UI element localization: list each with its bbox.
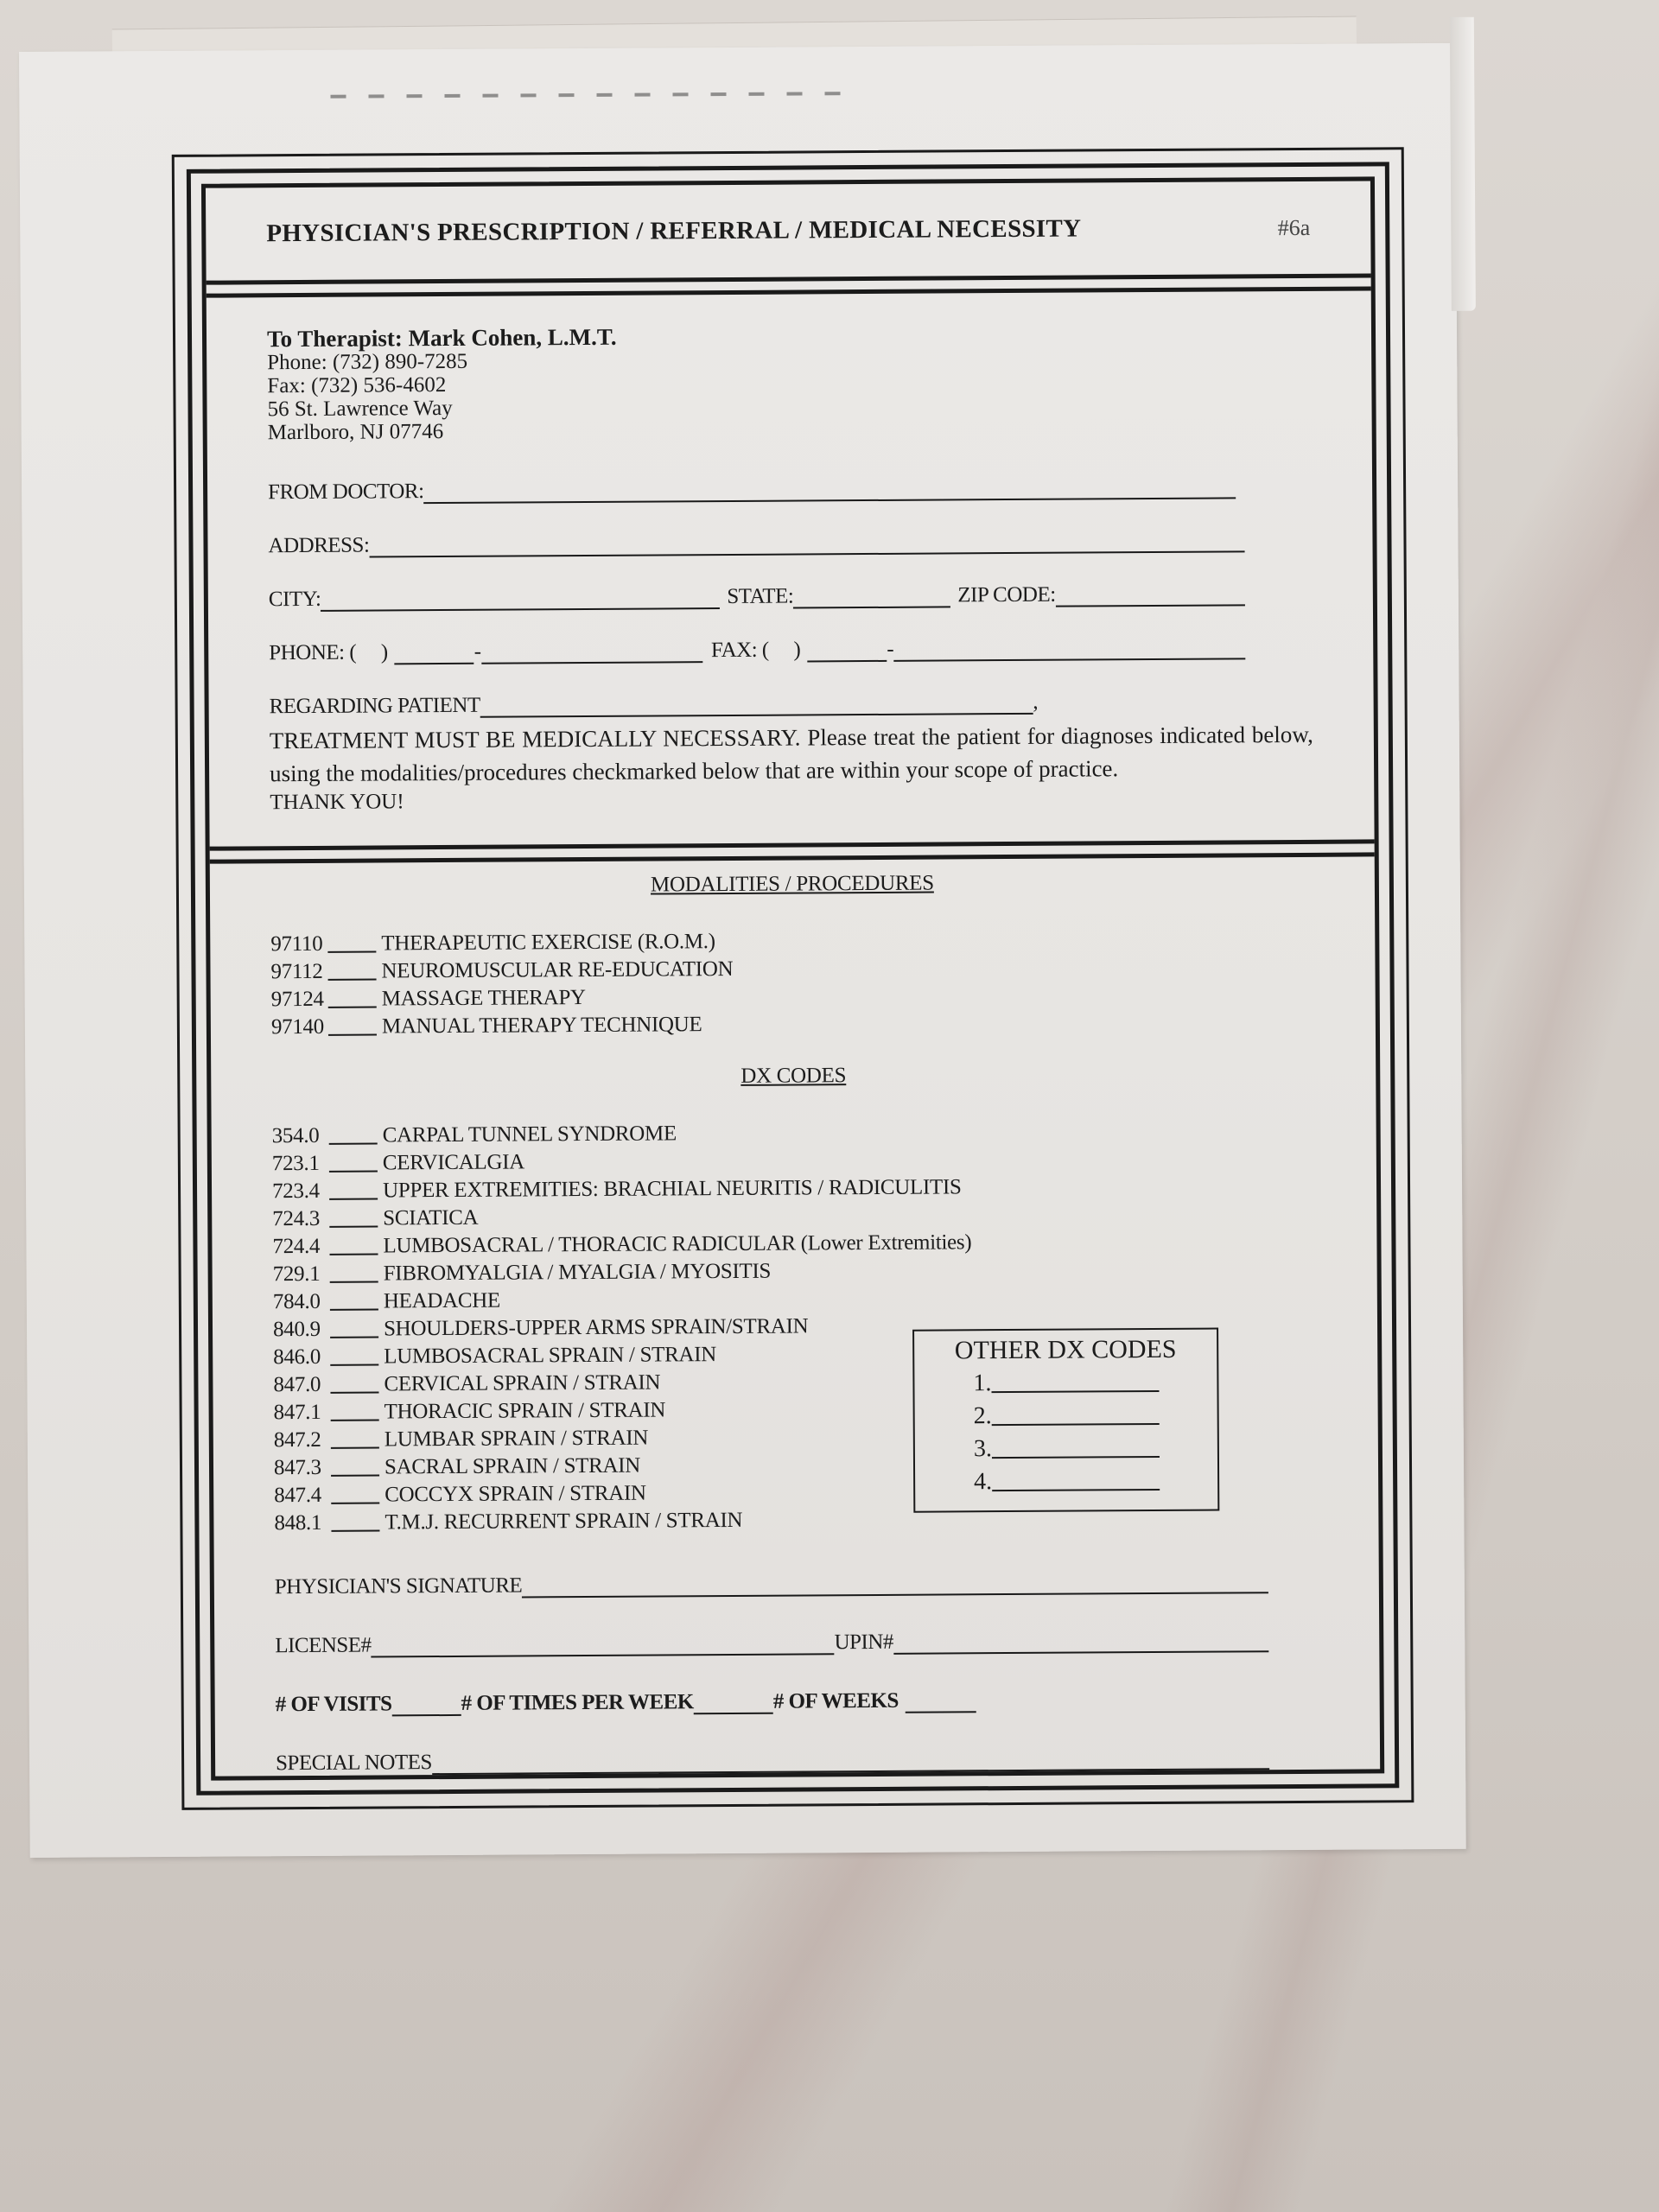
dx-label: LUMBOSACRAL / THORACIC RADICULAR (Lower Extremities) <box>383 1230 972 1258</box>
dx-code: 723.1 <box>271 1151 320 1176</box>
phone-fax-row <box>269 635 1245 665</box>
other-dx-field-3[interactable] <box>992 1437 1160 1459</box>
procedures-section <box>210 856 1380 1776</box>
other-dx-title: OTHER DX CODES <box>954 1334 1177 1365</box>
dx-check-field[interactable] <box>329 1234 378 1255</box>
phone-prefix-field[interactable] <box>395 644 474 665</box>
weeks-field[interactable] <box>906 1692 976 1713</box>
modality-code: 97124 <box>270 987 324 1012</box>
upin-label: UPIN# <box>834 1630 893 1655</box>
license-upin-row <box>275 1628 1268 1658</box>
dx-codes-heading: DX CODES <box>741 1064 847 1088</box>
modality-row <box>271 1007 1315 1041</box>
modality-code: 97110 <box>270 931 323 957</box>
modality-label: THERAPEUTIC EXERCISE (R.O.M.) <box>381 930 715 956</box>
patient-label: REGARDING PATIENT <box>269 693 480 719</box>
therapist-city: Marlboro, NJ 07746 <box>267 420 444 445</box>
dx-check-field[interactable] <box>331 1427 379 1448</box>
address-field[interactable] <box>369 531 1244 557</box>
dx-check-field[interactable] <box>330 1372 378 1393</box>
dx-check-field[interactable] <box>331 1455 379 1476</box>
dx-check-field[interactable] <box>330 1262 378 1282</box>
city-label: CITY: <box>268 587 321 612</box>
modality-check-field[interactable] <box>327 931 376 952</box>
form-title: PHYSICIAN'S PRESCRIPTION / REFERRAL / MEDICAL NECESSITY <box>266 214 1082 248</box>
other-dx-codes-box <box>912 1328 1219 1513</box>
other-dx-number: 4. <box>974 1468 993 1496</box>
dx-label: HEADACHE <box>383 1288 501 1313</box>
dx-code: 354.0 <box>271 1123 320 1148</box>
dx-check-field[interactable] <box>330 1317 378 1338</box>
address-row <box>268 528 1244 558</box>
modality-check-field[interactable] <box>328 987 377 1007</box>
signature-row <box>275 1569 1268 1599</box>
thank-you: THANK YOU! <box>270 790 404 815</box>
therapist-name: To Therapist: Mark Cohen, L.M.T. <box>266 323 617 353</box>
fax-label: FAX: ( ) <box>710 638 801 663</box>
other-dx-line <box>914 1366 1217 1401</box>
from-doctor-row <box>268 474 1236 505</box>
city-state-zip-row <box>269 582 1245 612</box>
dx-code: 847.2 <box>273 1427 321 1452</box>
dx-code: 724.4 <box>272 1234 321 1259</box>
frame-middle <box>187 162 1399 1795</box>
other-dx-line <box>915 1465 1217 1499</box>
zip-field[interactable] <box>1056 585 1245 607</box>
paper-sheet <box>19 43 1466 1858</box>
other-dx-field-2[interactable] <box>992 1404 1160 1426</box>
dx-label: LUMBOSACRAL SPRAIN / STRAIN <box>384 1343 717 1369</box>
dx-check-field[interactable] <box>329 1206 378 1227</box>
dx-code: 729.1 <box>272 1262 321 1287</box>
zip-label: ZIP CODE: <box>957 582 1056 607</box>
special-notes-field[interactable] <box>432 1749 1269 1775</box>
modality-code: 97112 <box>270 959 323 984</box>
dx-label: FIBROMYALGIA / MYALGIA / MYOSITIS <box>383 1259 772 1286</box>
dx-code: 846.0 <box>273 1344 321 1370</box>
special-notes-label: SPECIAL NOTES <box>276 1751 432 1776</box>
dx-label: SHOULDERS-UPPER ARMS SPRAIN/STRAIN <box>383 1314 809 1341</box>
dx-code: 847.1 <box>273 1400 321 1425</box>
other-dx-field-1[interactable] <box>991 1371 1159 1393</box>
from-doctor-label: FROM DOCTOR: <box>268 480 424 505</box>
state-field[interactable] <box>793 587 950 608</box>
title-box <box>206 181 1371 284</box>
dx-label: THORACIC SPRAIN / STRAIN <box>384 1398 666 1424</box>
frame-inner <box>201 176 1384 1780</box>
form-number: #6a <box>1277 214 1311 240</box>
signature-field[interactable] <box>522 1573 1268 1598</box>
dx-code: 847.0 <box>273 1372 321 1397</box>
modality-code: 97140 <box>270 1014 324 1039</box>
signature-label: PHYSICIAN'S SIGNATURE <box>274 1573 523 1599</box>
fax-prefix-field[interactable] <box>807 641 887 663</box>
dx-label: COCCYX SPRAIN / STRAIN <box>385 1481 646 1507</box>
phone-label: PHONE: ( ) <box>269 640 388 665</box>
therapist-fax: Fax: (732) 536-4602 <box>267 372 447 398</box>
visits-row <box>276 1687 1319 1717</box>
dx-label: SACRAL SPRAIN / STRAIN <box>384 1453 641 1479</box>
dx-check-field[interactable] <box>329 1123 378 1144</box>
special-notes-row <box>276 1745 1269 1776</box>
dx-label: UPPER EXTREMITIES: BRACHIAL NEURITIS / RADICULITIS <box>382 1175 962 1203</box>
modality-label: MANUAL THERAPY TECHNIQUE <box>381 1013 702 1039</box>
license-field[interactable] <box>371 1634 834 1657</box>
printer-artifact <box>330 92 849 99</box>
other-dx-number: 1. <box>973 1370 992 1397</box>
visits-field[interactable] <box>391 1695 461 1716</box>
dx-label: CERVICAL SPRAIN / STRAIN <box>384 1370 661 1396</box>
dx-check-field[interactable] <box>329 1151 378 1172</box>
dx-check-field[interactable] <box>331 1483 379 1503</box>
visits-label: # OF VISITS <box>275 1692 392 1717</box>
dx-label: SCIATICA <box>383 1205 479 1230</box>
times-per-week-field[interactable] <box>694 1694 773 1715</box>
dx-code: 724.3 <box>272 1206 321 1231</box>
from-doctor-field[interactable] <box>423 478 1236 504</box>
dx-code: 847.4 <box>274 1483 322 1508</box>
dx-check-field[interactable] <box>329 1179 378 1199</box>
dx-check-field[interactable] <box>330 1344 378 1365</box>
dx-label: LUMBAR SPRAIN / STRAIN <box>384 1426 649 1452</box>
other-dx-number: 2. <box>973 1402 992 1430</box>
frame-outer <box>172 147 1414 1810</box>
fax-separator: - <box>887 637 894 661</box>
referral-section <box>207 290 1375 850</box>
modalities-list <box>270 925 1315 1041</box>
dx-label: CARPAL TUNNEL SYNDROME <box>382 1122 677 1147</box>
modality-label: NEUROMUSCULAR RE-EDUCATION <box>381 957 734 983</box>
phone-separator: - <box>474 639 482 664</box>
dx-check-field[interactable] <box>331 1400 379 1421</box>
phone-line-field[interactable] <box>481 642 702 664</box>
dx-code: 840.9 <box>272 1317 321 1342</box>
other-dx-number: 3. <box>973 1435 992 1463</box>
weeks-label: # OF WEEKS <box>772 1688 899 1713</box>
modality-label: MASSAGE THERAPY <box>381 986 586 1011</box>
patient-comma: , <box>1033 690 1039 714</box>
dx-check-field[interactable] <box>331 1510 379 1531</box>
modalities-heading: MODALITIES / PROCEDURES <box>650 871 934 897</box>
upin-field[interactable] <box>893 1631 1269 1655</box>
dx-label: CERVICALGIA <box>382 1150 525 1175</box>
dx-code: 784.0 <box>272 1289 321 1314</box>
dx-code: 848.1 <box>274 1510 322 1535</box>
license-label: LICENSE# <box>275 1633 372 1658</box>
modality-check-field[interactable] <box>328 1014 377 1035</box>
times-per-week-label: # OF TIMES PER WEEK <box>461 1690 694 1715</box>
other-dx-field-4[interactable] <box>992 1470 1160 1491</box>
dx-check-field[interactable] <box>330 1289 378 1310</box>
modality-check-field[interactable] <box>327 959 376 980</box>
medical-necessity-instructions: TREATMENT MUST BE MEDICALLY NECESSARY. Please treat the patient for diagnoses indicated below, using the modalities/procedures checkmarked below that are within your scope of practice. <box>269 721 1313 787</box>
city-field[interactable] <box>321 588 720 612</box>
other-dx-line <box>915 1432 1217 1466</box>
patient-row <box>270 690 1039 719</box>
dx-code: 723.4 <box>271 1179 320 1204</box>
paper-curl <box>1450 17 1476 311</box>
state-label: STATE: <box>727 584 794 609</box>
dx-label: T.M.J. RECURRENT SPRAIN / STRAIN <box>385 1508 743 1535</box>
therapist-street: 56 St. Lawrence Way <box>267 396 453 422</box>
fax-line-field[interactable] <box>894 639 1246 661</box>
therapist-phone: Phone: (732) 890-7285 <box>267 349 468 375</box>
address-label: ADDRESS: <box>268 533 370 558</box>
patient-field[interactable] <box>480 694 1033 718</box>
other-dx-line <box>915 1399 1217 1433</box>
dx-code: 847.3 <box>273 1455 321 1480</box>
